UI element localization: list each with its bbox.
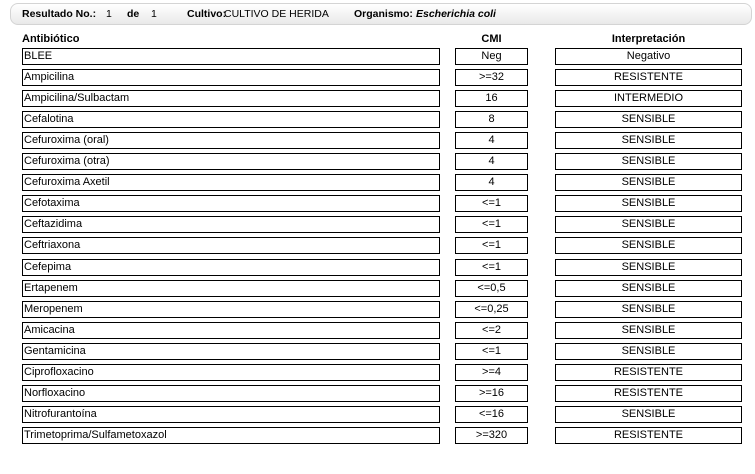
interpretation-cell: RESISTENTE xyxy=(555,385,742,402)
cmi-value-cell: <=0,5 xyxy=(455,280,528,297)
cmi-value-cell: Neg xyxy=(455,48,528,65)
table-row xyxy=(0,153,755,170)
organismo-label: Organismo: xyxy=(354,8,413,20)
antibiotic-name-cell: Ceftazidima xyxy=(22,216,440,233)
cmi-value-cell: <=1 xyxy=(455,195,528,212)
table-row xyxy=(0,322,755,339)
interpretation-cell: INTERMEDIO xyxy=(555,90,742,107)
interpretation-cell: SENSIBLE xyxy=(555,406,742,423)
table-row xyxy=(0,259,755,276)
table-row xyxy=(0,174,755,191)
antibiotic-name-cell: Meropenem xyxy=(22,301,440,318)
interpretation-cell: SENSIBLE xyxy=(555,174,742,191)
interpretation-cell: SENSIBLE xyxy=(555,280,742,297)
antibiotic-name-cell: BLEE xyxy=(22,48,440,65)
interpretation-cell: SENSIBLE xyxy=(555,259,742,276)
table-row xyxy=(0,301,755,318)
organismo-value: Escherichia coli xyxy=(416,8,496,20)
table-row xyxy=(0,111,755,128)
antibiotic-name-cell: Ceftriaxona xyxy=(22,237,440,254)
interpretation-cell: SENSIBLE xyxy=(555,153,742,170)
antibiotic-name-cell: Nitrofurantoína xyxy=(22,406,440,423)
cmi-value-cell: <=1 xyxy=(455,343,528,360)
resultado-label: Resultado No.: xyxy=(22,8,97,20)
interpretation-cell: SENSIBLE xyxy=(555,216,742,233)
resultado-number: 1 xyxy=(106,8,112,20)
table-row xyxy=(0,132,755,149)
interpretation-cell: SENSIBLE xyxy=(555,322,742,339)
table-row xyxy=(0,280,755,297)
cmi-value-cell: <=1 xyxy=(455,259,528,276)
table-row xyxy=(0,364,755,381)
antibiotic-name-cell: Ampicilina xyxy=(22,69,440,86)
total-results: 1 xyxy=(151,8,157,20)
cmi-value-cell: <=0,25 xyxy=(455,301,528,318)
column-header-interpretacion: Interpretación xyxy=(611,33,686,45)
column-header-cmi: CMI xyxy=(481,33,502,45)
column-header-antibiotico: Antibiótico xyxy=(22,33,80,45)
table-row xyxy=(0,385,755,402)
cmi-value-cell: <=2 xyxy=(455,322,528,339)
table-row xyxy=(0,195,755,212)
antibiotic-name-cell: Cefotaxima xyxy=(22,195,440,212)
table-row xyxy=(0,343,755,360)
cmi-value-cell: >=320 xyxy=(455,427,528,444)
antibiotic-name-cell: Cefuroxima (oral) xyxy=(22,132,440,149)
interpretation-cell: RESISTENTE xyxy=(555,364,742,381)
antibiotic-name-cell: Gentamicina xyxy=(22,343,440,360)
antibiotic-name-cell: Norfloxacino xyxy=(22,385,440,402)
cmi-value-cell: <=16 xyxy=(455,406,528,423)
antibiotic-name-cell: Ampicilina/Sulbactam xyxy=(22,90,440,107)
antibiotic-name-cell: Ertapenem xyxy=(22,280,440,297)
table-row xyxy=(0,427,755,444)
interpretation-cell: SENSIBLE xyxy=(555,301,742,318)
antibiotic-name-cell: Cefuroxima Axetil xyxy=(22,174,440,191)
antibiotic-name-cell: Ciprofloxacino xyxy=(22,364,440,381)
interpretation-cell: SENSIBLE xyxy=(555,343,742,360)
cmi-value-cell: 4 xyxy=(455,153,528,170)
cmi-value-cell: 16 xyxy=(455,90,528,107)
cmi-value-cell: >=16 xyxy=(455,385,528,402)
table-row xyxy=(0,69,755,86)
cmi-value-cell: 4 xyxy=(455,174,528,191)
interpretation-cell: SENSIBLE xyxy=(555,132,742,149)
cmi-value-cell: >=4 xyxy=(455,364,528,381)
cmi-value-cell: >=32 xyxy=(455,69,528,86)
interpretation-cell: RESISTENTE xyxy=(555,427,742,444)
cmi-value-cell: <=1 xyxy=(455,237,528,254)
table-row xyxy=(0,406,755,423)
table-row xyxy=(0,216,755,233)
antibiotic-name-cell: Amicacina xyxy=(22,322,440,339)
interpretation-cell: SENSIBLE xyxy=(555,195,742,212)
table-row xyxy=(0,90,755,107)
antibiotic-name-cell: Cefalotina xyxy=(22,111,440,128)
cultivo-label: Cultivo: xyxy=(187,8,227,20)
interpretation-cell: Negativo xyxy=(555,48,742,65)
antibiotic-name-cell: Cefuroxima (otra) xyxy=(22,153,440,170)
cmi-value-cell: 4 xyxy=(455,132,528,149)
antibiotic-name-cell: Trimetoprima/Sulfametoxazol xyxy=(22,427,440,444)
de-label: de xyxy=(127,8,140,20)
cmi-value-cell: <=1 xyxy=(455,216,528,233)
cmi-value-cell: 8 xyxy=(455,111,528,128)
cultivo-value: CULTIVO DE HERIDA xyxy=(224,8,329,20)
table-row xyxy=(0,48,755,65)
interpretation-cell: SENSIBLE xyxy=(555,111,742,128)
interpretation-cell: SENSIBLE xyxy=(555,237,742,254)
antibiotic-name-cell: Cefepima xyxy=(22,259,440,276)
table-row xyxy=(0,237,755,254)
interpretation-cell: RESISTENTE xyxy=(555,69,742,86)
